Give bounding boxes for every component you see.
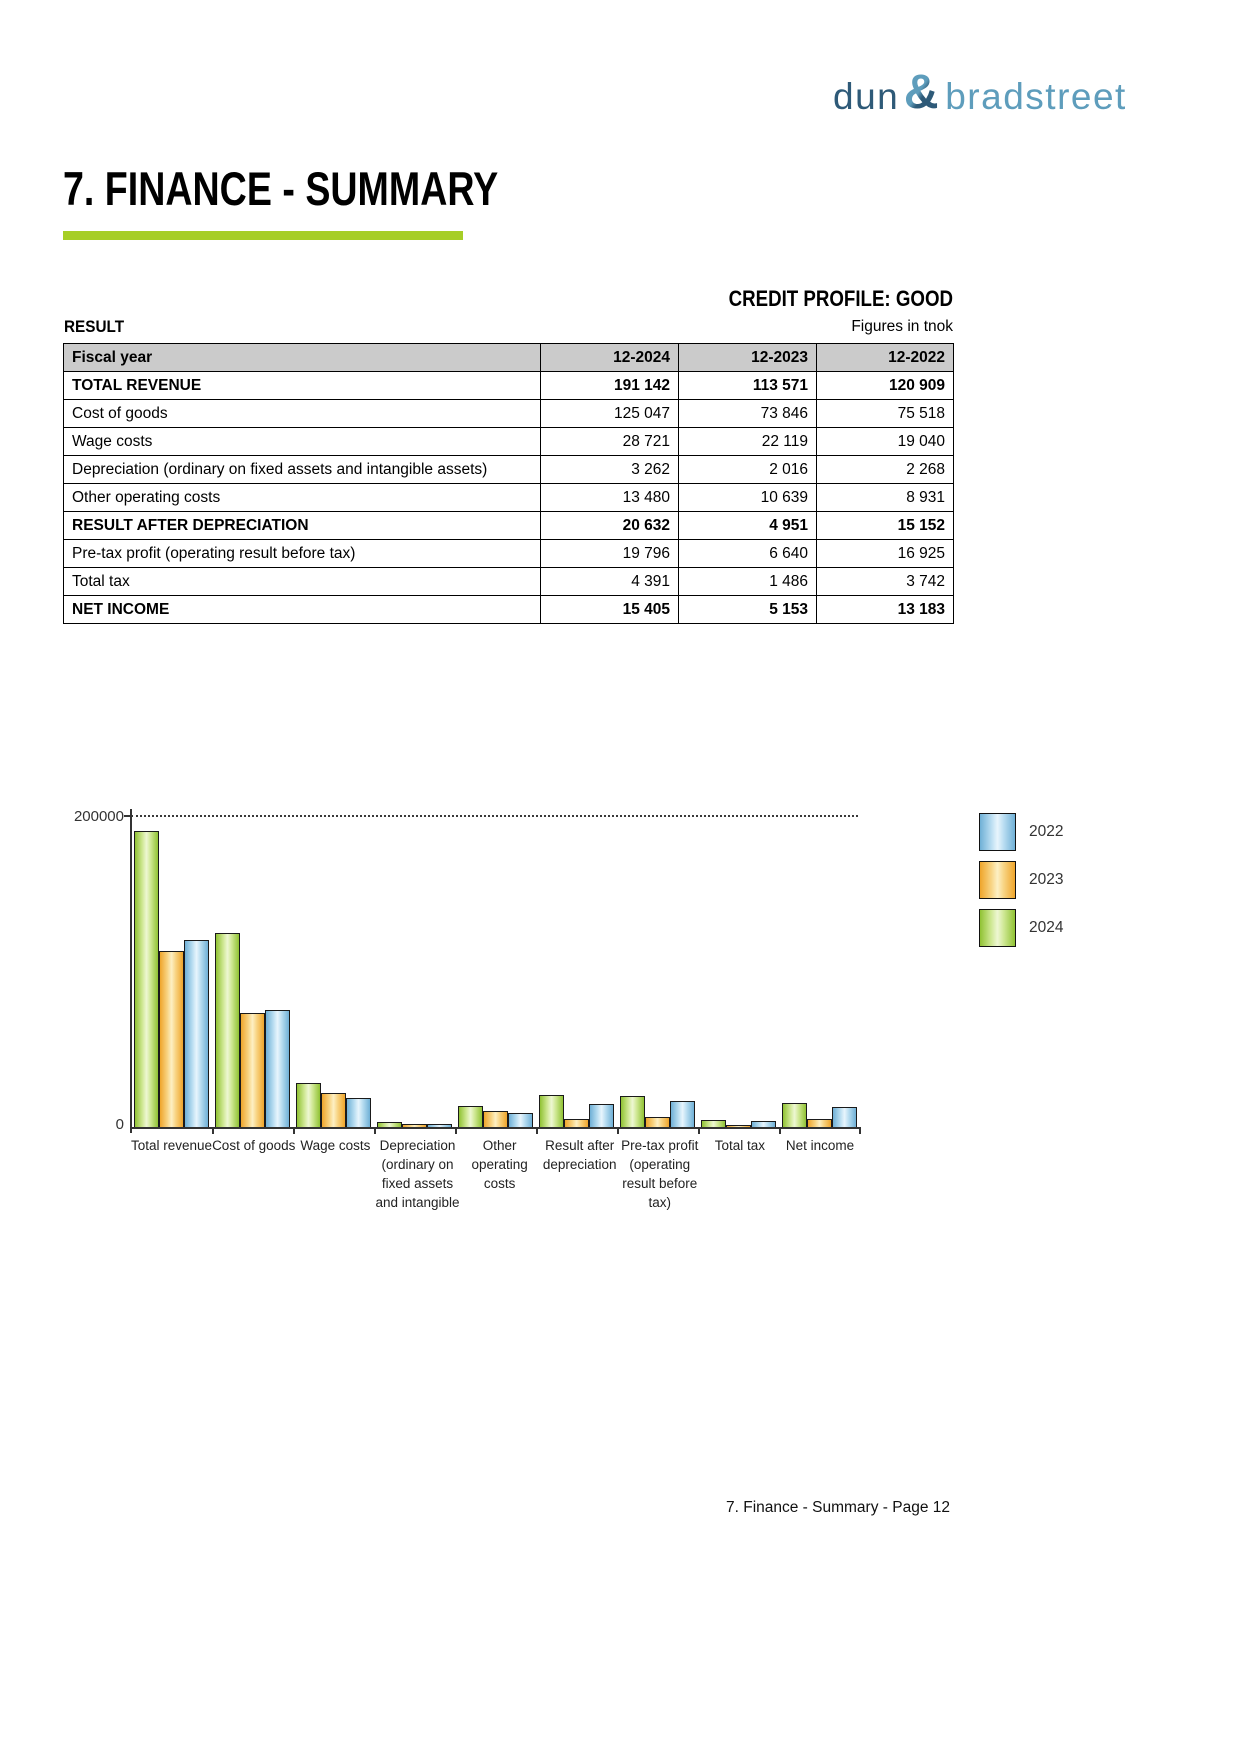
x-axis-label-line: Wage costs bbox=[300, 1138, 371, 1153]
axis-tick bbox=[212, 1128, 214, 1134]
row-value: 22 119 bbox=[679, 428, 817, 456]
bar-2023 bbox=[483, 1111, 508, 1128]
result-section-label: RESULT bbox=[64, 317, 125, 336]
result-table-wrap bbox=[63, 343, 953, 624]
row-value: 1 486 bbox=[679, 568, 817, 596]
ampersand-icon bbox=[900, 68, 944, 118]
row-label: Other operating costs bbox=[64, 484, 541, 512]
x-axis-label-line: (ordinary on bbox=[381, 1157, 454, 1172]
axis-tick bbox=[536, 1128, 538, 1134]
x-axis-label bbox=[131, 1136, 212, 1212]
legend-label: 2022 bbox=[1029, 823, 1064, 840]
x-axis-label-line: costs bbox=[483, 1176, 516, 1191]
table-row bbox=[64, 596, 954, 624]
row-value: 6 640 bbox=[679, 540, 817, 568]
row-value: 20 632 bbox=[541, 512, 679, 540]
row-value: 19 040 bbox=[817, 428, 954, 456]
axis-tick bbox=[859, 1128, 861, 1134]
x-axis-label-line: Cost of goods bbox=[212, 1138, 296, 1153]
result-table-body bbox=[64, 372, 954, 624]
x-axis-label bbox=[700, 1136, 780, 1212]
bar-2024 bbox=[215, 933, 240, 1127]
y-axis-label-max: 200000 bbox=[73, 808, 124, 825]
bar-group bbox=[779, 817, 860, 1127]
row-value: 10 639 bbox=[679, 484, 817, 512]
bar-2022 bbox=[184, 940, 209, 1127]
bar-group bbox=[455, 817, 536, 1127]
row-label: Wage costs bbox=[64, 428, 541, 456]
x-axis-label bbox=[620, 1136, 700, 1212]
x-axis-label bbox=[212, 1136, 295, 1212]
table-row bbox=[64, 540, 954, 568]
x-axis-label bbox=[780, 1136, 860, 1212]
row-value: 15 405 bbox=[541, 596, 679, 624]
bar-2024 bbox=[539, 1095, 564, 1127]
figures-unit-note: Figures in tnok bbox=[851, 318, 953, 335]
bar-group bbox=[617, 817, 698, 1127]
bar-2022 bbox=[346, 1098, 371, 1128]
bar-2022 bbox=[508, 1113, 533, 1127]
x-axis-label-line: Total tax bbox=[714, 1138, 766, 1153]
legend-entry bbox=[979, 813, 1063, 851]
bar-2024 bbox=[296, 1083, 321, 1128]
x-axis-label-line: result before bbox=[622, 1176, 698, 1191]
row-value: 75 518 bbox=[817, 400, 954, 428]
row-label: Depreciation (ordinary on fixed assets and intangible assets) bbox=[64, 456, 541, 484]
x-axis-label-line: Total revenue bbox=[131, 1138, 213, 1153]
legend-swatch-2023 bbox=[979, 861, 1016, 899]
bar-group bbox=[212, 817, 293, 1127]
x-axis-label-line: and intangible bbox=[375, 1195, 460, 1210]
row-value: 3 262 bbox=[541, 456, 679, 484]
credit-profile-heading: CREDIT PROFILE: GOOD bbox=[728, 286, 953, 311]
x-axis-label-line: Net income bbox=[785, 1138, 855, 1153]
x-axis-label-line: Pre-tax profit bbox=[621, 1138, 699, 1153]
x-axis-label-line: Result after bbox=[545, 1138, 615, 1153]
bar-2022 bbox=[751, 1121, 776, 1127]
row-value: 113 571 bbox=[679, 372, 817, 400]
year-column-header-2022: 12-2022 bbox=[817, 344, 954, 372]
axis-tick bbox=[617, 1128, 619, 1134]
axis-tick bbox=[698, 1128, 700, 1134]
table-header-row bbox=[64, 344, 954, 372]
axis-tick bbox=[293, 1128, 295, 1134]
x-axis-label bbox=[460, 1136, 540, 1212]
x-axis-label-line: fixed assets bbox=[381, 1176, 454, 1191]
page-footer: 7. Finance - Summary - Page 12 bbox=[726, 1499, 950, 1516]
row-label: NET INCOME bbox=[64, 596, 541, 624]
row-value: 28 721 bbox=[541, 428, 679, 456]
bar-2022 bbox=[832, 1107, 857, 1127]
bar-2023 bbox=[402, 1124, 427, 1127]
legend-label: 2023 bbox=[1029, 871, 1064, 888]
row-value: 73 846 bbox=[679, 400, 817, 428]
x-axis-label-line: Other bbox=[482, 1138, 517, 1153]
table-row bbox=[64, 568, 954, 596]
row-label: Cost of goods bbox=[64, 400, 541, 428]
bar-2022 bbox=[670, 1101, 695, 1127]
row-value: 13 183 bbox=[817, 596, 954, 624]
bar-2024 bbox=[458, 1106, 483, 1127]
dun-bradstreet-logo bbox=[833, 68, 1127, 118]
x-axis-label bbox=[295, 1136, 375, 1212]
row-value: 2 016 bbox=[679, 456, 817, 484]
legend-swatch-2024 bbox=[979, 909, 1016, 947]
table-row bbox=[64, 456, 954, 484]
bar-2023 bbox=[321, 1093, 346, 1127]
x-axis-label-line: tax) bbox=[648, 1195, 672, 1210]
bar-group bbox=[536, 817, 617, 1127]
bar-2024 bbox=[377, 1122, 402, 1127]
year-column-header-2024: 12-2024 bbox=[541, 344, 679, 372]
row-label: Pre-tax profit (operating result before tax) bbox=[64, 540, 541, 568]
row-value: 3 742 bbox=[817, 568, 954, 596]
bar-2024 bbox=[134, 831, 159, 1127]
axis-tick bbox=[374, 1128, 376, 1134]
row-value: 120 909 bbox=[817, 372, 954, 400]
chart-groups bbox=[131, 817, 860, 1127]
x-axis-label bbox=[540, 1136, 620, 1212]
table-row bbox=[64, 400, 954, 428]
bar-2023 bbox=[726, 1125, 751, 1127]
logo-dun-text: dun bbox=[833, 76, 900, 117]
bar-2023 bbox=[159, 951, 184, 1127]
bar-2023 bbox=[645, 1117, 670, 1127]
x-axis-label-line: (operating bbox=[629, 1157, 691, 1172]
bar-group bbox=[131, 817, 212, 1127]
fiscal-year-header: Fiscal year bbox=[64, 344, 541, 372]
row-value: 4 391 bbox=[541, 568, 679, 596]
row-value: 13 480 bbox=[541, 484, 679, 512]
row-label: RESULT AFTER DEPRECIATION bbox=[64, 512, 541, 540]
y-axis-label-zero: 0 bbox=[115, 1116, 124, 1133]
x-axis-label-line: Depreciation bbox=[379, 1138, 456, 1153]
title-underline bbox=[63, 231, 463, 240]
table-row bbox=[64, 428, 954, 456]
row-label: Total tax bbox=[64, 568, 541, 596]
axis-tick bbox=[455, 1128, 457, 1134]
row-value: 125 047 bbox=[541, 400, 679, 428]
x-axis-label bbox=[375, 1136, 459, 1212]
year-column-header-2023: 12-2023 bbox=[679, 344, 817, 372]
legend-entry bbox=[979, 909, 1063, 947]
row-value: 15 152 bbox=[817, 512, 954, 540]
row-value: 4 951 bbox=[679, 512, 817, 540]
table-row bbox=[64, 512, 954, 540]
x-axis-label-line: operating bbox=[471, 1157, 528, 1172]
legend-label: 2024 bbox=[1029, 919, 1064, 936]
legend-entry bbox=[979, 861, 1063, 899]
chart-xlabels bbox=[131, 1136, 860, 1212]
row-value: 8 931 bbox=[817, 484, 954, 512]
x-axis-label-line: depreciation bbox=[542, 1157, 617, 1172]
row-value: 19 796 bbox=[541, 540, 679, 568]
page-title: 7. FINANCE - SUMMARY bbox=[63, 162, 499, 215]
bar-2023 bbox=[564, 1119, 589, 1127]
result-table bbox=[63, 343, 954, 624]
chart-legend bbox=[979, 813, 1063, 957]
bar-2023 bbox=[240, 1013, 265, 1128]
bar-2022 bbox=[265, 1010, 290, 1127]
table-row bbox=[64, 484, 954, 512]
legend-swatch-2022 bbox=[979, 813, 1016, 851]
svg-text:&: & bbox=[904, 68, 941, 118]
row-label: TOTAL REVENUE bbox=[64, 372, 541, 400]
bar-group bbox=[293, 817, 374, 1127]
logo-bradstreet-text: bradstreet bbox=[945, 76, 1127, 117]
bar-2024 bbox=[620, 1096, 645, 1127]
bar-2024 bbox=[782, 1103, 807, 1127]
row-value: 5 153 bbox=[679, 596, 817, 624]
bar-2023 bbox=[807, 1119, 832, 1127]
row-value: 16 925 bbox=[817, 540, 954, 568]
x-baseline bbox=[130, 1127, 861, 1129]
bar-2022 bbox=[589, 1104, 614, 1128]
axis-tick bbox=[779, 1128, 781, 1134]
row-value: 191 142 bbox=[541, 372, 679, 400]
bar-group bbox=[374, 817, 455, 1127]
table-row bbox=[64, 372, 954, 400]
row-value: 2 268 bbox=[817, 456, 954, 484]
bar-2022 bbox=[427, 1124, 452, 1128]
bar-group bbox=[698, 817, 779, 1127]
bar-2024 bbox=[701, 1120, 726, 1127]
